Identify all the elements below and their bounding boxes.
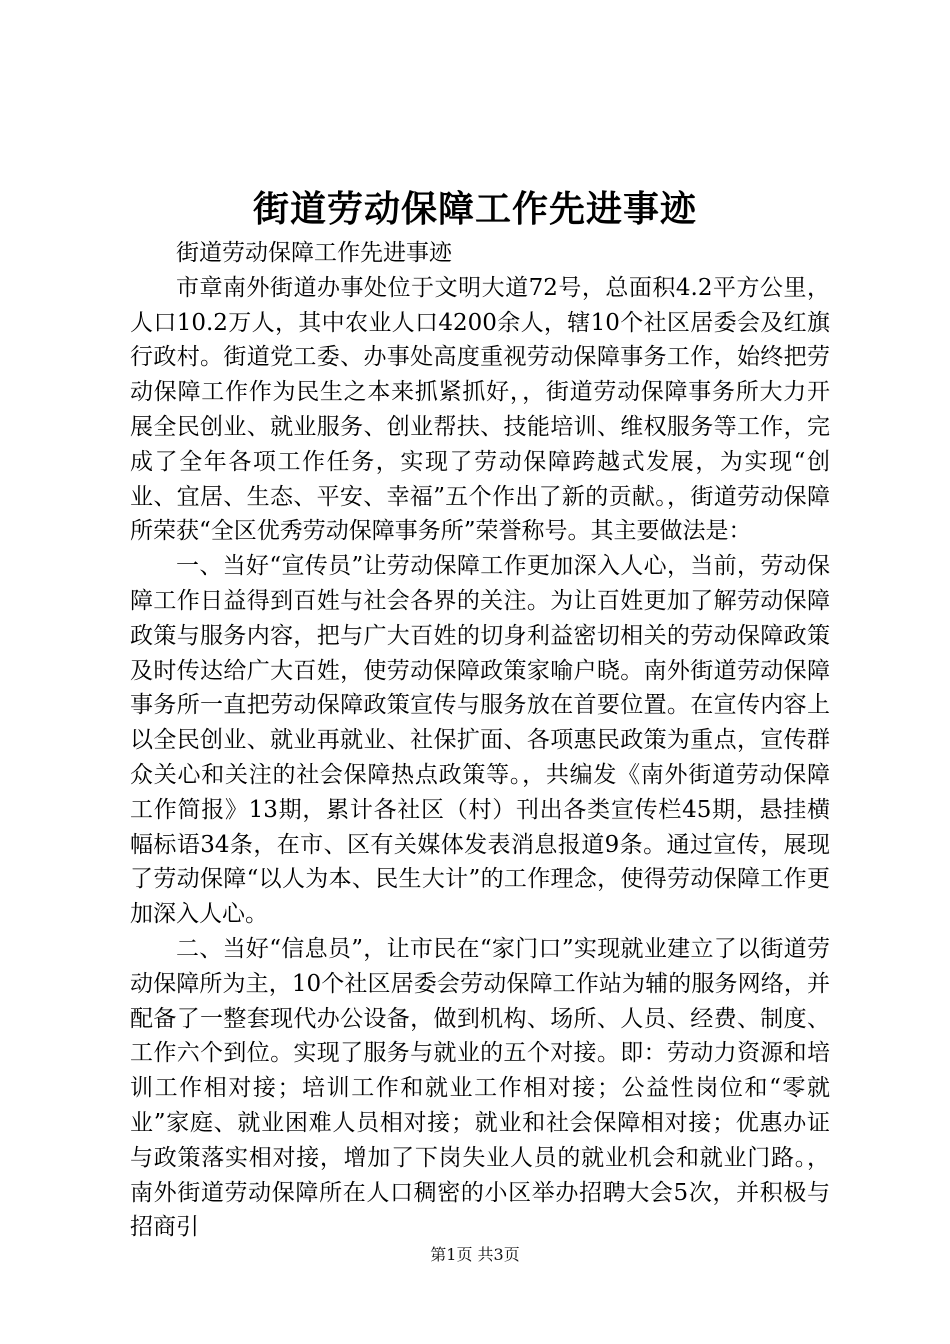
paragraph-section-two: 二、当好“信息员”，让市民在“家门口”实现就业建立了以街道劳动保障所为主，10个社区居委会劳动保障工作站为辅的服务网络，并配备了一整套现代办公设备，做到机构、场所、人员、经费、制度、工作六个到位。实现了服务与就业的五个对接。即：劳动力资源和培训工作相对接；培训工作和就业工作相对接；公益性岗位和“零就业”家庭、就业困难人员相对接；就业和社会保障相对接；优惠办证与政策落实相对接，增加了下岗失业人员的就业机会和就业门路。，南外街道劳动保障所在人口稠密的小区举办招聘大会5次，并积极与招商引 (130, 935, 830, 1241)
paragraph-subtitle: 街道劳动保障工作先进事迹 (176, 240, 452, 266)
document-title: 街道劳动保障工作先进事迹 (252, 188, 697, 230)
page-footer: 第1页 共3页 (430, 1245, 520, 1264)
paragraph-intro: 市章南外街道办事处位于文明大道72号，总面积4.2平方公里，人口10.2万人，其中农业人口4200余人，辖10个社区居委会及红旗行政村。街道党工委、办事处高度重视劳动保障事务工作，始终把劳动保障工作作为民生之本来抓紧抓好，，街道劳动保障事务所大力开展全民创业、就业服务、创业帮扶、技能培训、维权服务等工作，完成了全年各项工作任务，实现了劳动保障跨越式发展，为实现“创业、宜居、生态、平安、幸福”五个作出了新的贡献。，街道劳动保障所荣获“全区优秀劳动保障事务所”荣誉称号。其主要做法是： (130, 274, 830, 545)
paragraph-section-one: 一、当好“宣传员”让劳动保障工作更加深入人心，当前，劳动保障工作日益得到百姓与社会各界的关注。为让百姓更加了解劳动保障政策与服务内容，把与广大百姓的切身利益密切相关的劳动保障政策及时传达给广大百姓，使劳动保障政策家喻户晓。南外街道劳动保障事务所一直把劳动保障政策宣传与服务放在首要位置。在宣传内容上以全民创业、就业再就业、社保扩面、各项惠民政策为重点，宣传群众关心和关注的社会保障热点政策等。，共编发《南外街道劳动保障工作简报》13期，累计各社区（村）刊出各类宣传栏45期，悬挂横幅标语34条，在市、区有关媒体发表消息报道9条。通过宣传，展现了劳动保障“以人为本、民生大计”的工作理念，使得劳动保障工作更加深入人心。 (130, 553, 830, 928)
document-body (130, 236, 830, 1245)
